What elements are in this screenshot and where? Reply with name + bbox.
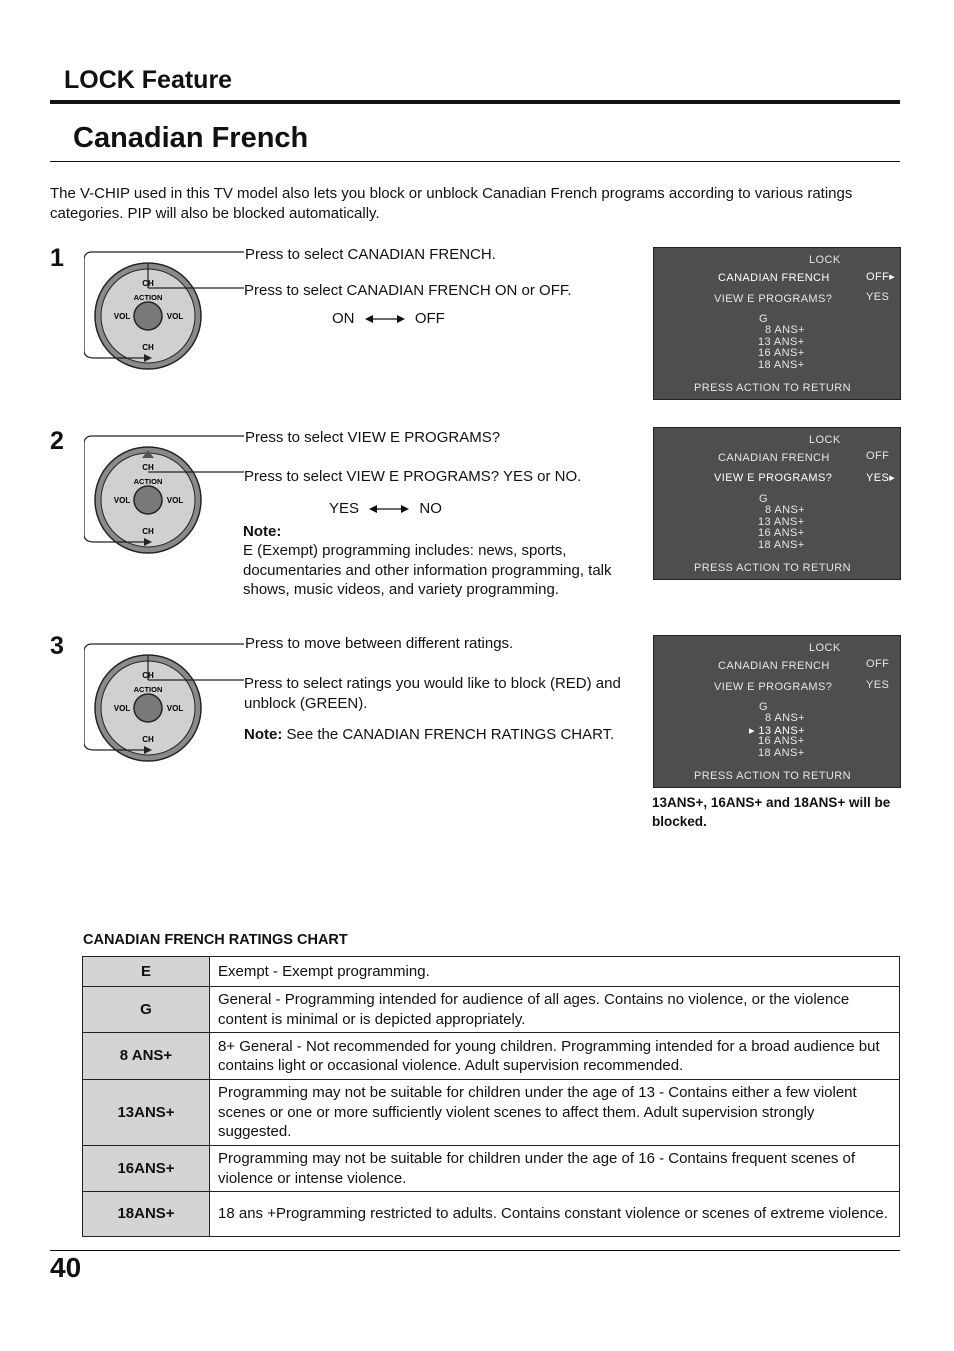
header-rule [50,100,900,104]
table-row [83,957,900,987]
rating-code: 16ANS+ [83,1146,210,1192]
screen-rating-13-selected: ▸ 13 ANS+ [749,725,805,737]
table-row [83,1146,900,1192]
remote-action-label: ACTION [133,293,163,302]
rating-code: G [83,987,210,1033]
screen-rating-16: 16 ANS+ [758,347,805,359]
screen-canadian-french: CANADIAN FRENCH [718,272,830,284]
page-title: Canadian French [73,122,309,154]
remote-vol-left-label: VOL [113,496,131,505]
remote-vol-right-label: VOL [166,704,184,713]
step3-line2: Press to select ratings you would like to block (RED) and unblock (GREEN). [244,675,621,712]
screen-rating-g: G [759,493,768,505]
screen-rating-18: 18 ANS+ [758,359,805,371]
table-row [83,1192,900,1237]
step3-note [244,725,614,745]
remote-ch-bottom-label: CH [142,735,154,744]
screen3-caption: 13ANS+, 16ANS+ and 18ANS+ will be blocked. [652,795,891,829]
rating-description: Programming may not be suitable for children under the age of 13 - Contains either a few violent scenes or one or more sufficiently violent scenes to affect them. Adult supervision strongly suggested. [210,1080,900,1146]
tv-screen-1 [653,247,901,400]
toggle-no-label: NO [419,500,442,517]
screen-footer: PRESS ACTION TO RETURN [694,770,851,782]
step1-toggle [332,309,445,329]
remote-ch-bottom-label: CH [142,527,154,536]
screen-rating-16: 16 ANS+ [758,527,805,539]
remote-control-icon [84,246,264,376]
remote-vol-left-label: VOL [113,704,131,713]
step2-note-text: E (Exempt) programming includes: news, sports, documentaries and other information programming, talk shows, music videos, and variety programming. [243,542,612,598]
step2-toggle [329,499,442,519]
screen-title: LOCK [809,642,841,654]
step2-note-title: Note: [243,523,282,540]
tv-screen-2 [653,427,901,580]
table-row [83,1080,900,1146]
screen-rating-13: 13 ANS+ [758,336,805,348]
rating-description: General - Programming intended for audience of all ages. Contains no violence, or the violence content is minimal or is depicted appropriately. [210,987,900,1033]
remote-vol-left-label: VOL [113,312,131,321]
intro-paragraph: The V-CHIP used in this TV model also lets you block or unblock Canadian French programs according to various ratings categories. PIP will also be blocked automatically. [50,185,853,222]
tv-screen-3 [653,635,901,788]
step1-line1: Press to select CANADIAN FRENCH. [245,246,496,263]
screen-canadian-french-value: OFF [866,658,890,670]
remote-control-icon [84,638,264,768]
table-row [83,987,900,1033]
screen-rating-16: 16 ANS+ [758,735,805,747]
step-number-2: 2 [50,427,64,455]
ratings-table [82,956,900,1237]
step2-line1: Press to select VIEW E PROGRAMS? [245,429,501,446]
rating-code: 18ANS+ [83,1192,210,1237]
screen-footer: PRESS ACTION TO RETURN [694,562,851,574]
step3-note-text: See the CANADIAN FRENCH RATINGS CHART. [286,726,615,743]
screen-title: LOCK [809,434,841,446]
remote-action-label: ACTION [133,477,163,486]
screen-title: LOCK [809,254,841,266]
toggle-on-label: ON [332,310,355,327]
screen-rating-18: 18 ANS+ [758,539,805,551]
screen-canadian-french-value: OFF [866,450,890,462]
double-arrow-icon [369,504,409,514]
screen-view-e: VIEW E PROGRAMS? [714,472,833,484]
section-title: LOCK Feature [64,66,233,94]
step2-line2: Press to select VIEW E PROGRAMS? YES or NO. [244,468,582,485]
step3-note-title: Note: [244,726,283,743]
double-arrow-icon [365,314,405,324]
step3-line1: Press to move between different ratings. [245,635,514,652]
step-number-3: 3 [50,632,64,660]
ratings-chart-title: CANADIAN FRENCH RATINGS CHART [83,932,348,948]
remote-ch-top-label: CH [142,671,154,680]
screen-rating-13: 13 ANS+ [758,516,805,528]
screen-canadian-french-value: OFF▸ [866,271,896,283]
screen-rating-8: 8 ANS+ [765,324,806,336]
screen-view-e: VIEW E PROGRAMS? [714,681,833,693]
screen-view-e-value: YES [866,291,890,303]
rating-code: 13ANS+ [83,1080,210,1146]
screen-canadian-french: CANADIAN FRENCH [718,452,830,464]
screen-rating-g: G [759,313,768,325]
rating-description: Exempt - Exempt programming. [210,957,900,987]
step-number-1: 1 [50,244,64,272]
screen-rating-8: 8 ANS+ [765,712,806,724]
remote-ch-bottom-label: CH [142,343,154,352]
screen-rating-18: 18 ANS+ [758,747,805,759]
remote-ch-top-label: CH [142,463,154,472]
remote-control-icon [84,430,264,560]
screen-rating-g: G [759,701,768,713]
remote-vol-right-label: VOL [166,496,184,505]
table-row [83,1033,900,1080]
rating-description: Programming may not be suitable for children under the age of 16 - Contains frequent scenes of violence or intense violence. [210,1146,900,1192]
screen-rating-8: 8 ANS+ [765,504,806,516]
step1-line2: Press to select CANADIAN FRENCH ON or OFF. [244,282,572,299]
rating-code: E [83,957,210,987]
screen-view-e-value: YES▸ [866,472,896,484]
screen-footer: PRESS ACTION TO RETURN [694,382,851,394]
rating-description: 18 ans +Programming restricted to adults. Contains constant violence or scenes of extreme violence. [210,1192,900,1237]
footer-rule [50,1250,900,1251]
remote-action-label: ACTION [133,685,163,694]
screen-canadian-french: CANADIAN FRENCH [718,660,830,672]
screen-view-e: VIEW E PROGRAMS? [714,293,833,305]
remote-vol-right-label: VOL [166,312,184,321]
toggle-off-label: OFF [414,310,445,327]
screen-view-e-value: YES [866,679,890,691]
rating-description: 8+ General - Not recommended for young children. Programming intended for a broad audience but contains light or occasional violence. Adult supervision recommended. [210,1033,900,1080]
title-rule [50,161,900,162]
page-number: 40 [50,1252,82,1283]
remote-ch-top-label: CH [142,279,154,288]
rating-code: 8 ANS+ [83,1033,210,1080]
toggle-yes-label: YES [329,500,360,517]
